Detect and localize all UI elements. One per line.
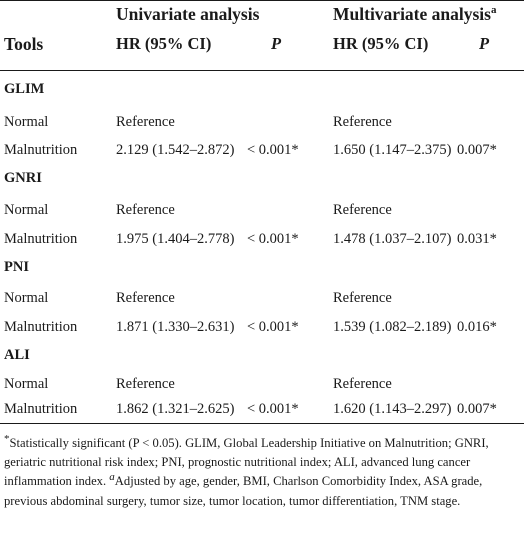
group-label: PNI — [4, 259, 29, 275]
univariate-hr: 1.975 (1.404–2.778) — [116, 231, 235, 247]
multivariate-p: 0.007* — [457, 401, 497, 417]
table-top-rule — [0, 0, 524, 1]
a-footnote-mark: a — [109, 471, 115, 484]
univariate-p: < 0.001* — [247, 401, 299, 417]
row-label: Malnutrition — [4, 401, 78, 417]
table-footnote — [4, 434, 520, 511]
group-label: ALI — [4, 347, 30, 363]
univariate-hr: Reference — [116, 202, 175, 218]
univariate-hr: 1.862 (1.321–2.625) — [116, 401, 235, 417]
table-header-rule — [0, 70, 524, 71]
multivariate-hr: 1.478 (1.037–2.107) — [333, 231, 452, 247]
tools-heading: Tools — [4, 34, 44, 54]
univariate-p: < 0.001* — [247, 231, 299, 247]
row-label: Normal — [4, 290, 49, 306]
group-label: GLIM — [4, 81, 45, 97]
multivariate-p-heading: P — [479, 34, 490, 53]
univariate-heading: Univariate analysis — [116, 4, 260, 24]
multivariate-hr: 1.650 (1.147–2.375) — [333, 142, 452, 158]
multivariate-hr: 1.620 (1.143–2.297) — [333, 401, 452, 417]
multivariate-hr: Reference — [333, 114, 392, 130]
multivariate-heading-text: Multivariate analysis — [333, 4, 491, 24]
multivariate-p: 0.016* — [457, 319, 497, 335]
univariate-p: < 0.001* — [247, 319, 299, 335]
multivariate-hr: Reference — [333, 376, 392, 392]
row-label: Malnutrition — [4, 142, 78, 158]
univariate-hr: Reference — [116, 114, 175, 130]
multivariate-footnote-mark: a — [490, 4, 497, 17]
table-bottom-rule — [0, 423, 524, 424]
univariate-hr-heading: HR (95% CI) — [116, 34, 212, 53]
multivariate-hr: 1.539 (1.082–2.189) — [333, 319, 452, 335]
a-footnote-text: Adjusted by age, gender, BMI, Charlson Comorbidity Index, ASA grade, previous abdominal surgery, tumor size, tumor location, tumor differentiation, TNM stage. — [4, 474, 483, 508]
row-label: Normal — [4, 202, 49, 218]
multivariate-hr-heading: HR (95% CI) — [333, 34, 429, 53]
multivariate-heading — [333, 4, 496, 25]
univariate-hr: 2.129 (1.542–2.872) — [116, 142, 235, 158]
row-label: Malnutrition — [4, 231, 78, 247]
star-footnote-mark: * — [4, 432, 10, 445]
univariate-p: < 0.001* — [247, 142, 299, 158]
star-footnote-text: Statistically significant (P < 0.05). GLIM, Global Leadership Initiative on Malnutrition; GNRI, geriatric nutritional risk index; PNI, prognostic nutritional index; ALI, advanced lung cancer inflammation index. — [4, 436, 489, 489]
row-label: Malnutrition — [4, 319, 78, 335]
multivariate-hr: Reference — [333, 202, 392, 218]
multivariate-p: 0.031* — [457, 231, 497, 247]
group-label: GNRI — [4, 170, 42, 186]
univariate-p-heading: P — [271, 34, 282, 53]
univariate-hr: Reference — [116, 376, 175, 392]
univariate-hr: Reference — [116, 290, 175, 306]
row-label: Normal — [4, 114, 49, 130]
multivariate-p: 0.007* — [457, 142, 497, 158]
multivariate-hr: Reference — [333, 290, 392, 306]
univariate-hr: 1.871 (1.330–2.631) — [116, 319, 235, 335]
row-label: Normal — [4, 376, 49, 392]
